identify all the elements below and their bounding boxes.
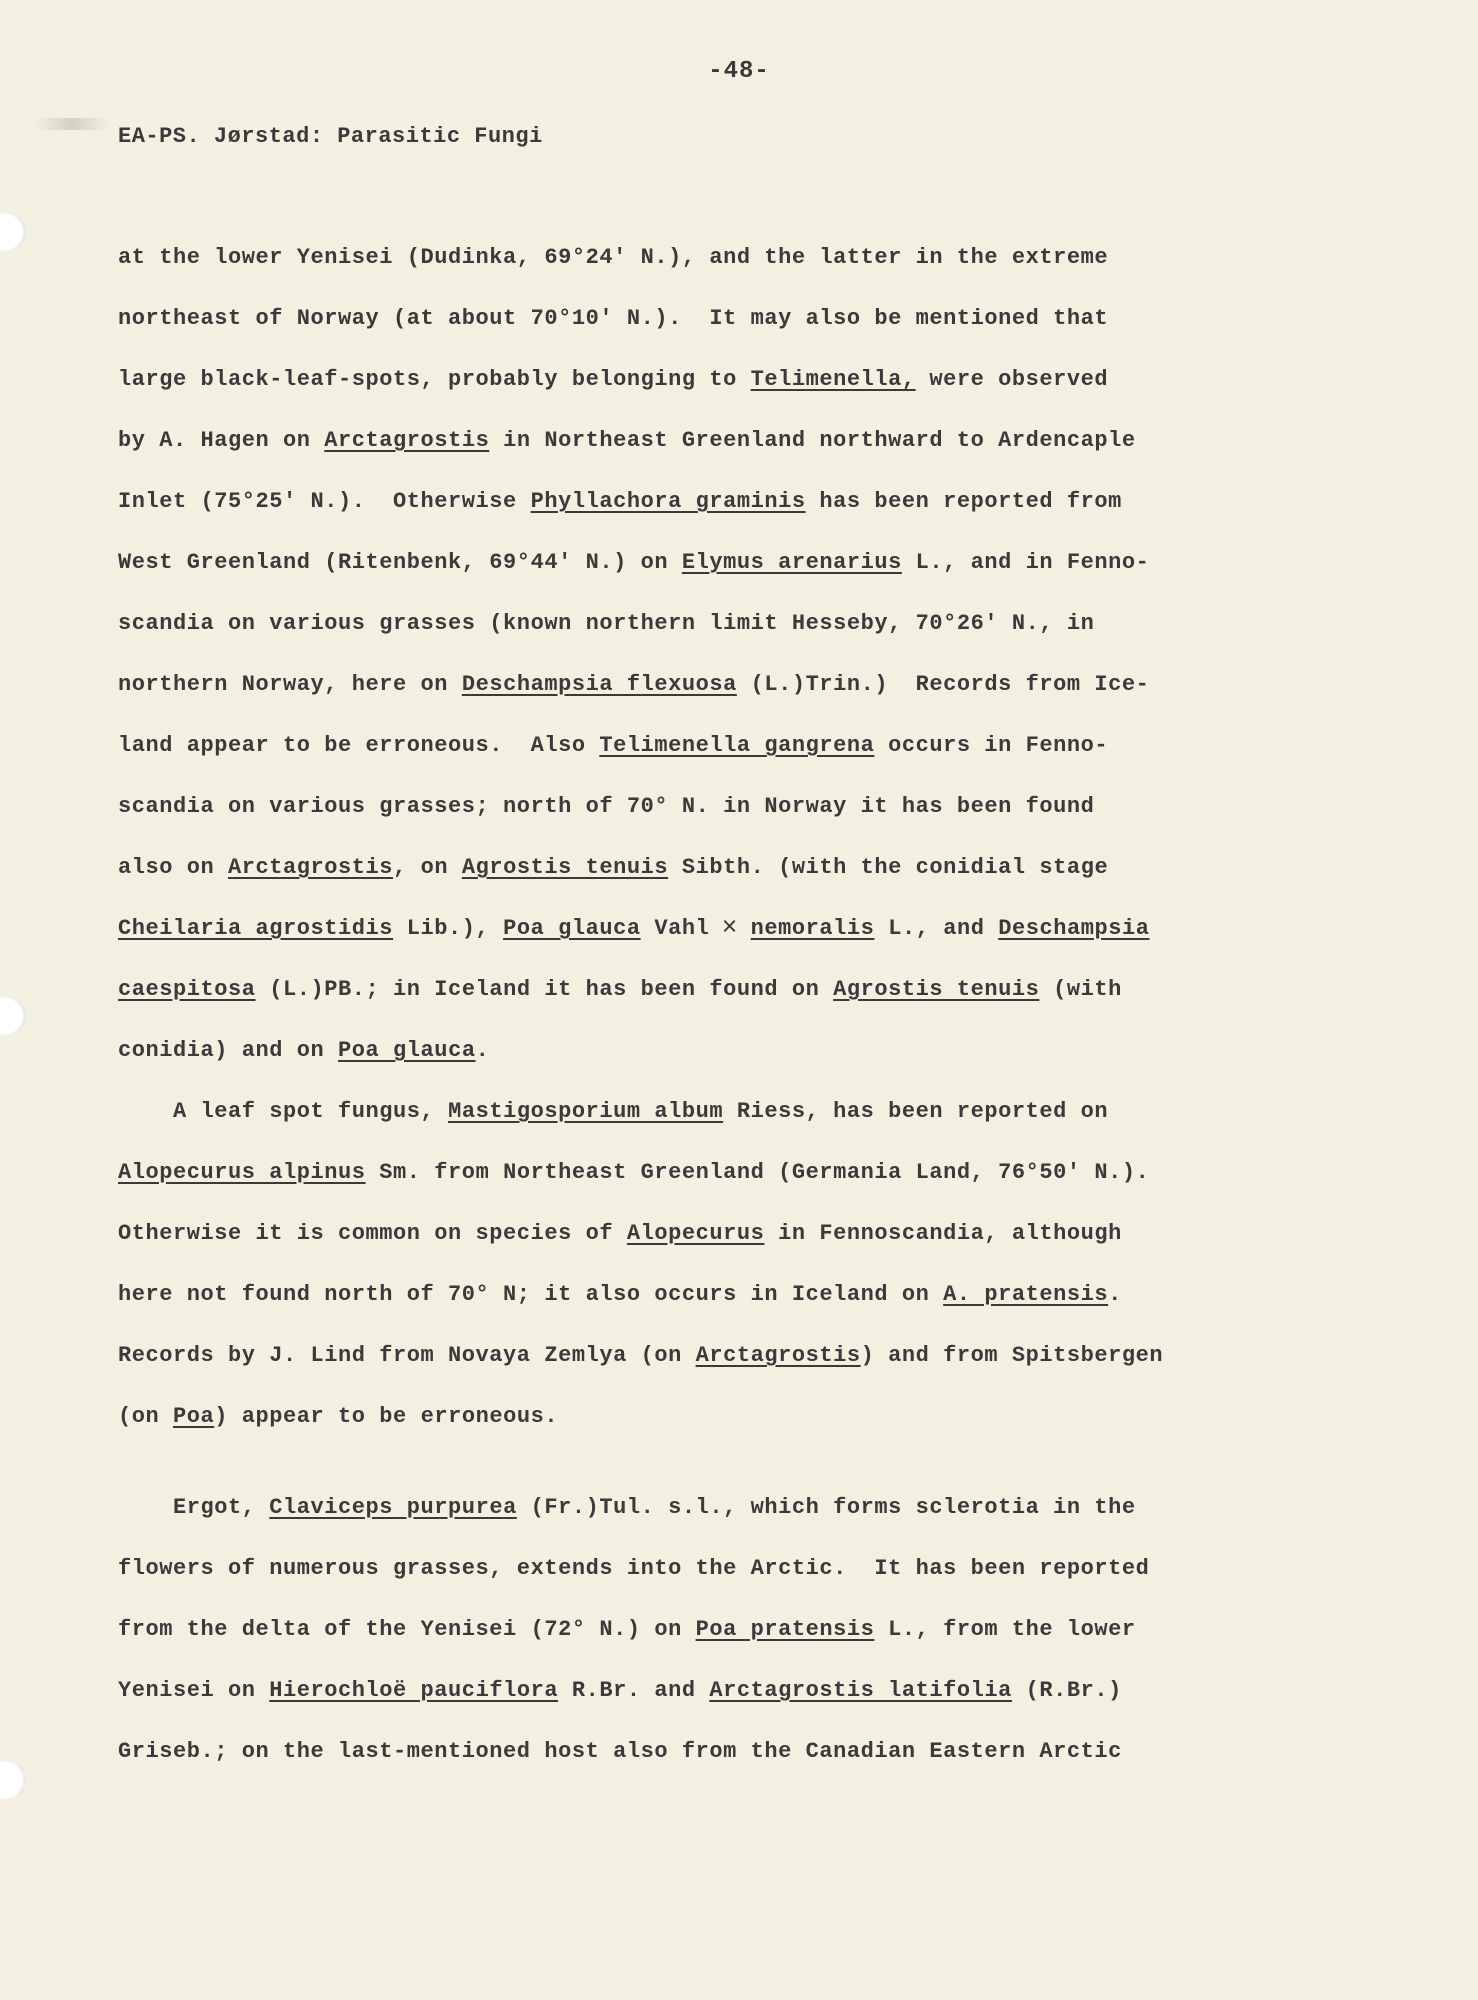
text-run: occurs in Fenno-: [874, 733, 1109, 758]
ink-smudge: [36, 118, 108, 130]
text-line: [118, 1214, 1268, 1275]
text-line: [118, 1031, 1268, 1092]
text-run: flowers of numerous grasses, extends into the Arctic. It has been reported: [118, 1556, 1150, 1581]
underlined-taxon: Agrostis tenuis: [461, 855, 669, 880]
text-run: (R.Br.): [1011, 1678, 1122, 1703]
text-run: Ergot,: [118, 1495, 270, 1520]
text-line: [118, 1153, 1268, 1214]
text-run: in Northeast Greenland northward to Ardencaple: [489, 428, 1136, 453]
text-run: Sibth. (with the conidial stage: [668, 855, 1109, 880]
text-line: [118, 604, 1268, 665]
text-run: ) appear to be erroneous.: [214, 1404, 559, 1429]
text-run: scandia on various grasses (known northern limit Hesseby, 70°26' N., in: [118, 611, 1095, 636]
text-run: from the delta of the Yenisei (72° N.) on: [118, 1617, 696, 1642]
text-line: [118, 238, 1268, 299]
text-line: [118, 1336, 1268, 1397]
text-run: Sm. from Northeast Greenland (Germania Land, 76°50' N.).: [365, 1160, 1150, 1185]
underlined-taxon: Deschampsia: [998, 916, 1150, 941]
text-run: northern Norway, here on: [118, 672, 462, 697]
text-run: here not found north of 70° N; it also occurs in Iceland on: [118, 1282, 944, 1307]
text-run: Yenisei on: [118, 1678, 270, 1703]
punch-hole: [0, 212, 26, 252]
text-line: [118, 848, 1268, 909]
text-run: West Greenland (Ritenbenk, 69°44' N.) on: [118, 550, 682, 575]
underlined-taxon: Claviceps purpurea: [269, 1495, 517, 1520]
underlined-taxon: Arctagrostis: [228, 855, 394, 880]
punch-hole: [0, 996, 26, 1036]
text-line: [118, 1549, 1268, 1610]
underlined-taxon: Agrostis tenuis: [833, 977, 1040, 1002]
text-run: Riess, has been reported on: [723, 1099, 1109, 1124]
underlined-taxon: Arctagrostis latifolia: [709, 1678, 1012, 1703]
underlined-taxon: nemoralis: [750, 916, 875, 941]
text-run: were observed: [915, 367, 1109, 392]
text-run: L., and: [874, 916, 999, 941]
underlined-taxon: Deschampsia flexuosa: [461, 672, 737, 697]
text-line: [118, 726, 1268, 787]
text-line: [118, 665, 1268, 726]
text-run: (L.)Trin.) Records from Ice-: [736, 672, 1150, 697]
text-run: , on: [393, 855, 462, 880]
text-run: (on: [118, 1404, 174, 1429]
text-run: land appear to be erroneous. Also: [118, 733, 600, 758]
text-run: Vahl: [640, 916, 724, 941]
body-text: [118, 238, 1268, 1793]
text-run: scandia on various grasses; north of 70° N. in Norway it has been found: [118, 794, 1095, 819]
text-run: .: [475, 1038, 490, 1063]
underlined-taxon: Cheilaria agrostidis: [118, 916, 394, 941]
underlined-taxon: Poa glauca: [503, 916, 641, 941]
underlined-taxon: caespitosa: [118, 977, 256, 1002]
text-run: large black-leaf-spots, probably belonging to: [118, 367, 751, 392]
text-line: [118, 1092, 1268, 1153]
text-run: has been reported from: [805, 489, 1122, 514]
underlined-taxon: Poa pratensis: [695, 1617, 875, 1642]
text-run: by A. Hagen on: [118, 428, 325, 453]
text-run: Griseb.; on the last-mentioned host also from the Canadian Eastern Arctic: [118, 1739, 1122, 1764]
text-line: [118, 360, 1268, 421]
underlined-taxon: A. pratensis: [943, 1282, 1109, 1307]
underlined-taxon: Telimenella,: [750, 367, 916, 392]
text-run: R.Br. and: [558, 1678, 710, 1703]
text-line: [118, 1610, 1268, 1671]
hybrid-cross-mark: ×: [721, 913, 739, 944]
underlined-taxon: Phyllachora graminis: [530, 489, 806, 514]
text-line: [118, 787, 1268, 848]
underlined-taxon: Elymus arenarius: [681, 550, 902, 575]
text-run: Records by J. Lind from Novaya Zemlya (on: [118, 1343, 696, 1368]
underlined-taxon: Telimenella gangrena: [599, 733, 875, 758]
underlined-taxon: Alopecurus alpinus: [118, 1160, 366, 1185]
text-run: northeast of Norway (at about 70°10' N.). It may also be mentioned that: [118, 306, 1109, 331]
text-run: .: [1108, 1282, 1122, 1307]
text-line: [118, 299, 1268, 360]
running-head: EA-PS. Jørstad: Parasitic Fungi: [118, 124, 543, 149]
text-line: [118, 1488, 1268, 1549]
underlined-taxon: Hierochloë pauciflora: [269, 1678, 559, 1703]
text-run: (L.)PB.; in Iceland it has been found on: [255, 977, 834, 1002]
text-line: [118, 543, 1268, 604]
text-line: [118, 1275, 1268, 1336]
text-line: [118, 1671, 1268, 1732]
text-run: (with: [1039, 977, 1122, 1002]
text-run: Inlet (75°25' N.). Otherwise: [118, 489, 531, 514]
text-run: in Fennoscandia, although: [764, 1221, 1122, 1246]
text-run: also on: [118, 855, 229, 880]
text-run: A leaf spot fungus,: [118, 1099, 449, 1124]
text-run: [737, 916, 751, 941]
text-run: Lib.),: [393, 916, 504, 941]
text-line: [118, 970, 1268, 1031]
punch-hole: [0, 1760, 26, 1800]
underlined-taxon: Poa glauca: [338, 1038, 476, 1063]
text-run: L., and in Fenno-: [901, 550, 1150, 575]
text-run: ) and from Spitsbergen: [860, 1343, 1164, 1368]
underlined-taxon: Poa: [173, 1404, 215, 1429]
text-line: [118, 1397, 1268, 1458]
text-run: (Fr.)Tul. s.l., which forms sclerotia in the: [516, 1495, 1136, 1520]
underlined-taxon: Arctagrostis: [324, 428, 490, 453]
text-line: [118, 1458, 1268, 1488]
text-run: conidia) and on: [118, 1038, 339, 1063]
text-line: [118, 482, 1268, 543]
text-line: [118, 421, 1268, 482]
underlined-taxon: Mastigosporium album: [448, 1099, 724, 1124]
underlined-taxon: Alopecurus: [626, 1221, 765, 1246]
text-line: [118, 1732, 1268, 1793]
underlined-taxon: Arctagrostis: [695, 1343, 861, 1368]
page-number: -48-: [708, 58, 770, 85]
text-run: L., from the lower: [874, 1617, 1136, 1642]
text-run: Otherwise it is common on species of: [118, 1221, 627, 1246]
text-run: at the lower Yenisei (Dudinka, 69°24' N.), and the latter in the extreme: [118, 245, 1109, 270]
text-line: [118, 909, 1268, 970]
